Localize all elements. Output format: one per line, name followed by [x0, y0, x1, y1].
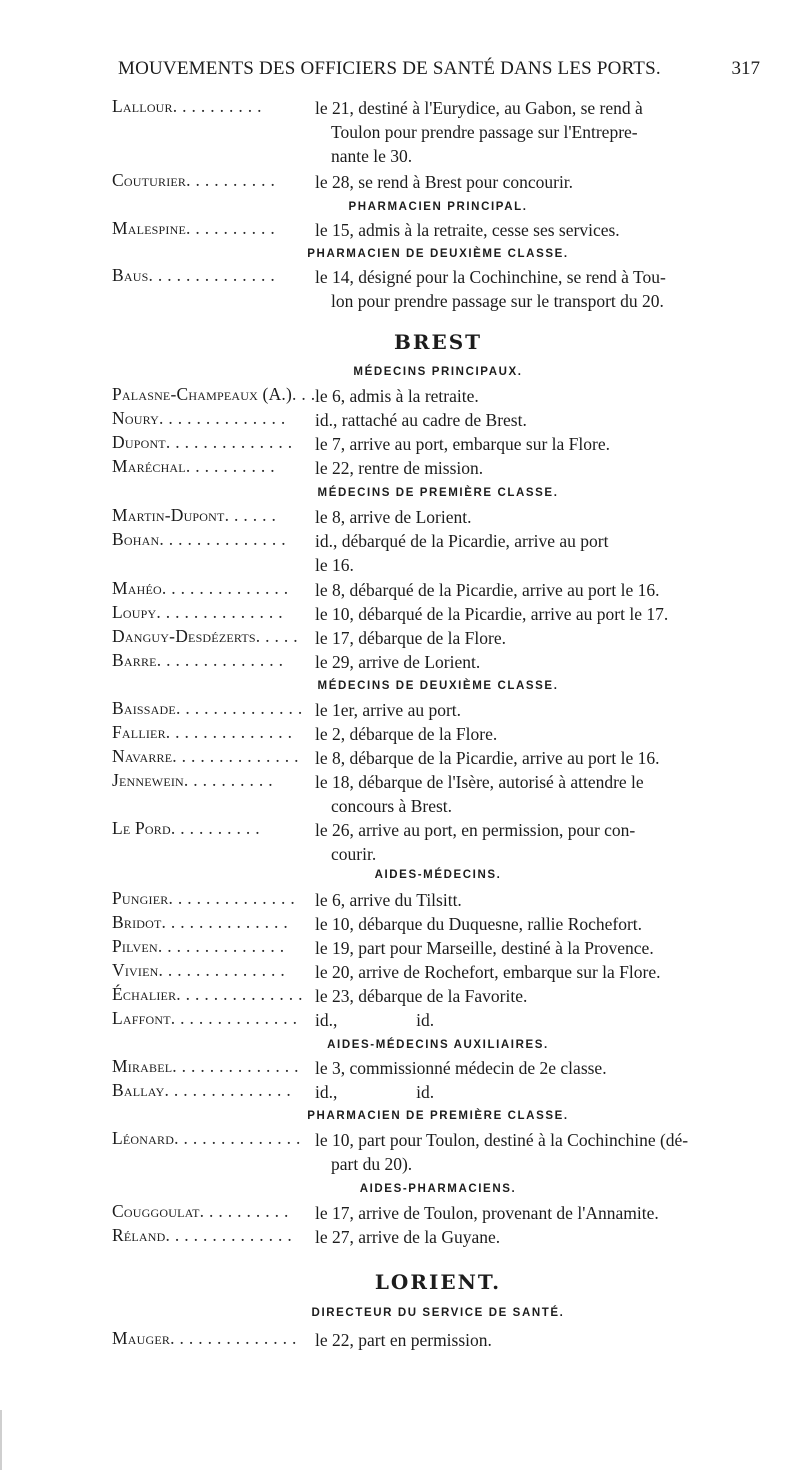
entry-line: le 8, arrive de Lorient.: [315, 507, 472, 527]
entry-line: le 20, arrive de Rochefort, embarque sur la Flore.: [315, 962, 661, 982]
entry-line: le 19, part pour Marseille, destiné à la Provence.: [315, 938, 654, 958]
section-subheading: PHARMACIEN PRINCIPAL.: [348, 201, 528, 213]
page-number: 317: [731, 58, 760, 79]
officer-name: Pungier: [112, 888, 169, 908]
entry-line: le 26, arrive au port, en permission, pour con-: [315, 820, 636, 840]
officer-name: Baus: [112, 265, 149, 285]
entry-line: le 28, se rend à Brest pour concourir.: [315, 172, 574, 192]
section-subheading: AIDES-PHARMACIENS.: [359, 1183, 517, 1195]
officer-name: Couggoulat: [112, 1201, 200, 1221]
running-title: MOUVEMENTS DES OFFICIERS DE SANTÉ DANS LES PORTS.: [118, 58, 661, 79]
entry-line: le 23, débarque de la Favorite.: [315, 986, 528, 1006]
officer-name: Vivien: [112, 960, 159, 980]
entry-line: id., id.: [315, 1082, 435, 1102]
entry-line: nante le 30.: [331, 146, 413, 166]
officer-name: Noury: [112, 408, 159, 428]
entry-line: le 29, arrive de Lorient.: [315, 652, 481, 672]
officer-name: Navarre: [112, 746, 173, 766]
page-header: [118, 58, 760, 88]
officer-name: Palasne-Champeaux (A.): [112, 384, 293, 404]
entry-line: lon pour prendre passage sur le transport du 20.: [331, 291, 664, 311]
entry-line: le 22, part en permission.: [315, 1330, 492, 1350]
section-heading-lorient: LORIENT.: [374, 1270, 502, 1294]
section-subheading: AIDES-MÉDECINS.: [374, 869, 502, 881]
section-subheading: PHARMACIEN DE DEUXIÈME CLASSE.: [307, 248, 569, 260]
entry-line: le 10, part pour Toulon, destiné à la Cochinchine (dé-: [315, 1130, 689, 1150]
page-edge-mark: [0, 1410, 2, 1470]
entry-line: le 22, rentre de mission.: [315, 458, 484, 478]
entry-line: le 17, débarque de la Flore.: [315, 628, 506, 648]
section-subheading: MÉDECINS DE PREMIÈRE CLASSE.: [317, 487, 559, 499]
entry-line: le 17, arrive de Toulon, provenant de l'Annamite.: [315, 1203, 659, 1223]
entry-line: le 10, débarque du Duquesne, rallie Rochefort.: [315, 914, 643, 934]
entry-line: le 8, débarqué de la Picardie, arrive au port le 16.: [315, 580, 660, 600]
officer-name: Couturier: [112, 170, 187, 190]
entry-line: le 21, destiné à l'Eurydice, au Gabon, se rend à: [315, 98, 643, 118]
entry-line: le 8, débarque de la Picardie, arrive au port le 16.: [315, 748, 660, 768]
officer-name: Baissade: [112, 698, 176, 718]
entry-line: le 14, désigné pour la Cochinchine, se rend à Tou-: [315, 267, 666, 287]
entry-line: concours à Brest.: [331, 796, 453, 816]
officer-name: Barre: [112, 650, 157, 670]
entry-line: Toulon pour prendre passage sur l'Entrepre-: [331, 122, 638, 142]
officer-name: Bohan: [112, 529, 160, 549]
officer-name: Ballay: [112, 1080, 165, 1100]
officer-name: Maréchal: [112, 456, 186, 476]
entry-line: le 18, débarque de l'Isère, autorisé à attendre le: [315, 772, 644, 792]
officer-name: Mirabel: [112, 1056, 173, 1076]
entry-line: id., id.: [315, 1010, 435, 1030]
entry-line: le 15, admis à la retraite, cesse ses services.: [315, 220, 620, 240]
entry-line: le 3, commissionné médecin de 2e classe.: [315, 1058, 607, 1078]
entry-line: id., débarqué de la Picardie, arrive au port: [315, 531, 609, 551]
officer-name: Malespine: [112, 218, 187, 238]
entry-line: courir.: [331, 844, 377, 864]
officer-name: Bridot: [112, 912, 162, 932]
entry-line: part du 20).: [331, 1154, 413, 1174]
entry-line: le 10, débarqué de la Picardie, arrive au port le 17.: [315, 604, 669, 624]
officer-name: Léonard: [112, 1128, 175, 1148]
section-subheading: PHARMACIEN DE PREMIÈRE CLASSE.: [307, 1110, 569, 1122]
entry-line: id., rattaché au cadre de Brest.: [315, 410, 527, 430]
entry-line: le 6, arrive du Tilsitt.: [315, 890, 462, 910]
entry-line: le 6, admis à la retraite.: [315, 386, 479, 406]
officer-name: Mahéo: [112, 578, 162, 598]
section-subheading: DIRECTEUR DU SERVICE DE SANTÉ.: [311, 1307, 565, 1319]
officer-name: Danguy-Desdézerts: [112, 626, 256, 646]
officer-name: Le Pord: [112, 818, 171, 838]
officer-name: Fallier: [112, 722, 166, 742]
officer-name: Échalier: [112, 984, 177, 1004]
document-page: MOUVEMENTS DES OFFICIERS DE SANTÉ DANS LES PORTS. 317 Lallour.......... le 21, destiné à l'Eurydice, au Gabon, se rend à Toulon pour prendre passage sur l'Entrepre- nante le 30. Couturier.......... le 28, se rend à Brest pour concourir. PHARMACIEN PRINCIPAL. Malespine.......... le 15, admis à la retraite, cesse ses services. PHARMACIEN DE DEUXIÈME CLASSE. Baus.............. le 14, désigné pour la Cochinchine, se rend à Tou- lon pour prendre passage sur le transport du 20. BREST MÉDECINS PRINCIPAUX. Palasne-Champeaux (A.)... le 6, admis à la retraite. Noury.............. id., rattaché au cadre de Brest. Dupont.............. le 7, arrive au port, embarque sur la Flore. Maréchal.......... le 22, rentre de mission. MÉDECINS DE PREMIÈRE CLASSE. Martin-Dupont...... le 8, arrive de Lorient. Bohan.............. id., débarqué de la Picardie, arrive au port le 16. Mahéo.............. le 8, débarqué de la Picardie, arrive au port le 16. Loupy.............. le 10, débarqué de la Picardie, arrive au port le 17. Danguy-Desdézerts..... le 17, débarque de la Flore. Barre.............. le 29, arrive de Lorient. MÉDECINS DE DEUXIÈME CLASSE. Baissade.............. le 1er, arrive au port. Fallier.............. le 2, débarque de la Flore. Navarre.............. le 8, débarque de la Picardie, arrive au port le 16. Jennewein.......... le 18, débarque de l'Isère, autorisé à attendre le concours à Brest. Le Pord.......... le 26, arrive au port, en permission, pour con- courir. AIDES-MÉDECINS. Pungier.............. le 6, arrive du Tilsitt. Bridot.............. le 10, débarque du Duquesne, rallie Rochefort. Pilven.............. le 19, part pour Marseille, destiné à la Provence. Vivien.............. le 20, arrive de Rochefort, embarque sur la Flore. Échalier.............. le 23, débarque de la Favorite. Laffont.............. id., id. AIDES-MÉDECINS AUXILIAIRES. Mirabel.............. le 3, commissionné médecin de 2e classe. Ballay.............. id., id. PHARMACIEN DE PREMIÈRE CLASSE. Léonard.............. le 10, part pour Toulon, destiné à la Cochinchine (dé- part du 20). AIDES-PHARMACIENS. Couggoulat.......... le 17, arrive de Toulon, provenant de l'Annamite. Réland.............. le 27, arrive de la Guyane. LORIENT. DIRECTEUR DU SERVICE DE SANTÉ. Mauger.............. le 22, part en permission.: [0, 0, 800, 1472]
officer-name: Lallour: [112, 96, 173, 116]
officer-name: Réland: [112, 1225, 166, 1245]
officer-name: Mauger: [112, 1328, 171, 1348]
entry-line: le 27, arrive de la Guyane.: [315, 1227, 501, 1247]
entry-line: le 16.: [315, 555, 354, 575]
officer-name: Martin-Dupont: [112, 505, 225, 525]
officer-name: Jennewein: [112, 770, 184, 790]
entry-line: le 2, débarque de la Flore.: [315, 724, 498, 744]
section-subheading: AIDES-MÉDECINS AUXILIAIRES.: [327, 1039, 549, 1051]
section-subheading: MÉDECINS PRINCIPAUX.: [353, 366, 523, 378]
entry-line: le 7, arrive au port, embarque sur la Flore.: [315, 434, 610, 454]
officer-name: Laffont: [112, 1008, 171, 1028]
section-subheading: MÉDECINS DE DEUXIÈME CLASSE.: [317, 680, 559, 692]
officer-name: Dupont: [112, 432, 166, 452]
entry-line: le 1er, arrive au port.: [315, 700, 462, 720]
officer-name: Loupy: [112, 602, 157, 622]
section-heading-brest: BREST: [393, 330, 483, 354]
officer-name: Pilven: [112, 936, 158, 956]
